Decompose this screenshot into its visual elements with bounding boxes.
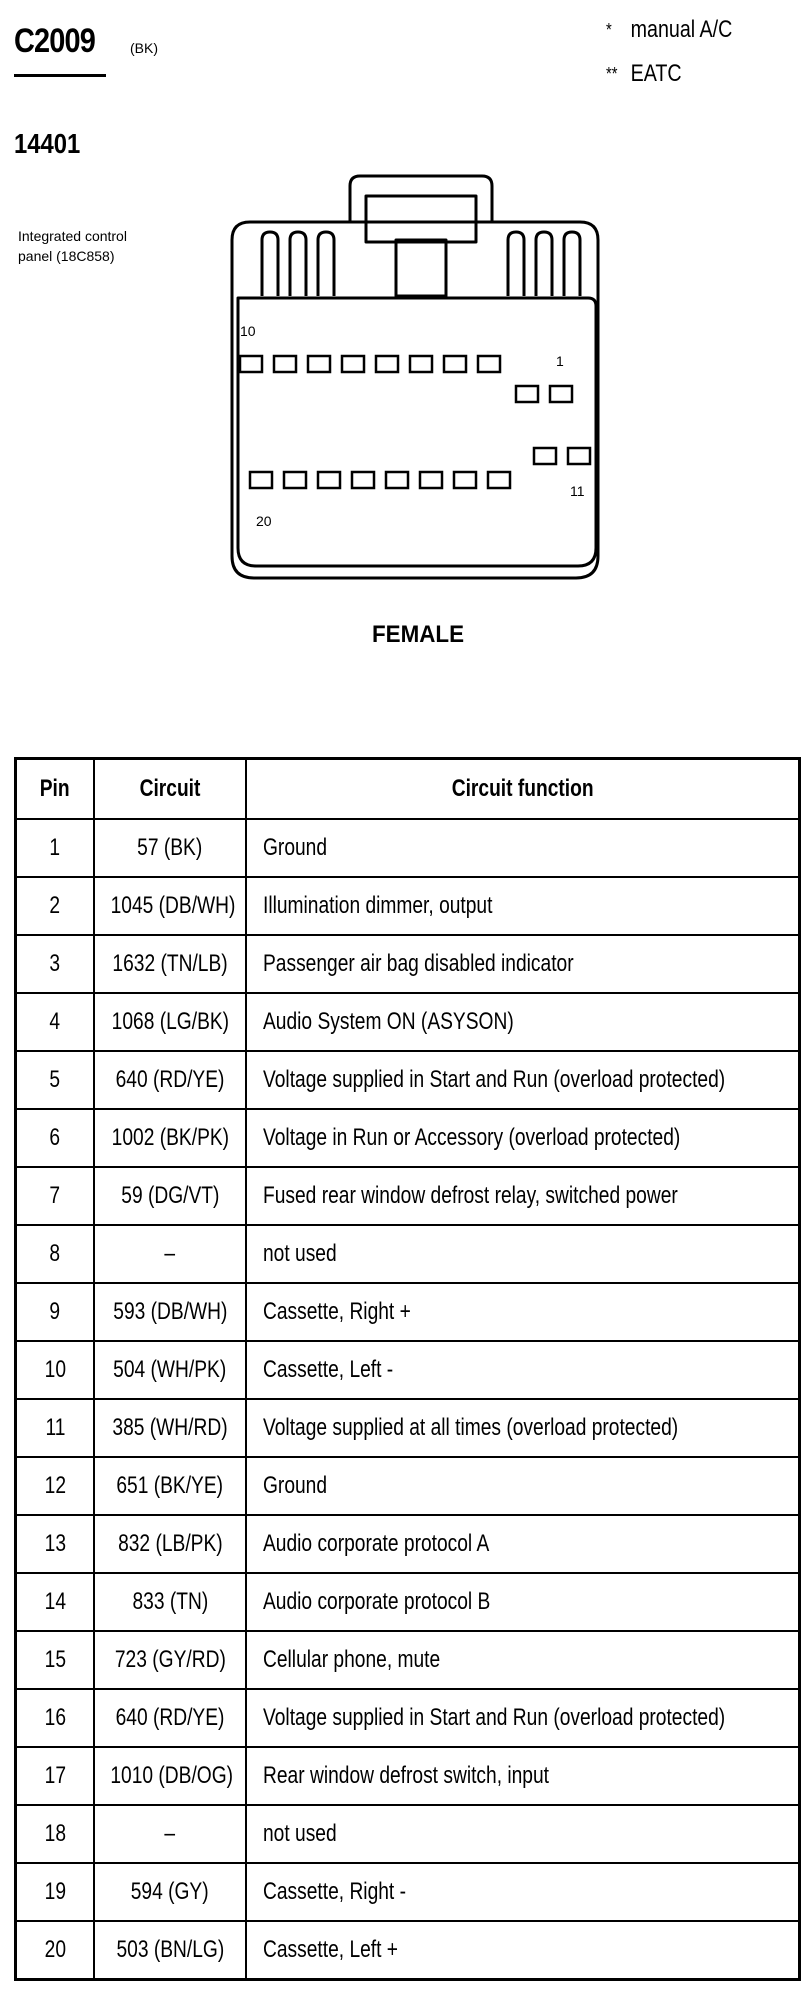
cell-circuit: 504 (WH/PK) [94, 1341, 246, 1399]
cell-function: Cassette, Left + [246, 1921, 800, 1980]
pin-label-10: 10 [240, 323, 256, 339]
connector-left-rib [290, 232, 306, 296]
cell-function: not used [246, 1805, 800, 1863]
cell-function: Voltage supplied at all times (overload protected) [246, 1399, 800, 1457]
pin-cavity-2 [516, 386, 538, 402]
cell-function: Cassette, Right - [246, 1863, 800, 1921]
table-row [16, 1399, 800, 1457]
cell-function: Cassette, Right + [246, 1283, 800, 1341]
table-row [16, 935, 800, 993]
cell-pin: 16 [16, 1689, 95, 1747]
connector-left-rib [262, 232, 278, 296]
connector-right-rib [508, 232, 524, 296]
cell-function: Audio corporate protocol A [246, 1515, 800, 1573]
cell-pin: 1 [16, 819, 95, 877]
cell-pin: 14 [16, 1573, 95, 1631]
cell-circuit: 503 (BN/LG) [94, 1921, 246, 1980]
pin-cavity-9 [274, 356, 296, 372]
cell-pin: 7 [16, 1167, 95, 1225]
cell-function: Cassette, Left - [246, 1341, 800, 1399]
header-circuit-function: Circuit function [246, 759, 800, 820]
pin-cavity-10 [240, 356, 262, 372]
cell-circuit: 723 (GY/RD) [94, 1631, 246, 1689]
table-row [16, 1457, 800, 1515]
cell-pin: 17 [16, 1747, 95, 1805]
cell-function: Voltage supplied in Start and Run (overload protected) [246, 1689, 800, 1747]
pin-cavity-7 [342, 356, 364, 372]
pin-table [14, 757, 801, 1981]
table-row [16, 1863, 800, 1921]
cell-circuit: 1068 (LG/BK) [94, 993, 246, 1051]
cell-function: Rear window defrost switch, input [246, 1747, 800, 1805]
table-header-row [16, 759, 800, 820]
cell-circuit: 651 (BK/YE) [94, 1457, 246, 1515]
legend-text: manual A/C [630, 16, 733, 43]
pin-cavity-6 [376, 356, 398, 372]
cell-circuit: 1010 (DB/OG) [94, 1747, 246, 1805]
cell-function: Cellular phone, mute [246, 1631, 800, 1689]
component-description: Integrated control panel (18C858) [18, 228, 127, 264]
cell-pin: 15 [16, 1631, 95, 1689]
connector-diagram [0, 0, 811, 700]
table-row [16, 877, 800, 935]
cell-circuit: – [94, 1805, 246, 1863]
table-row [16, 1921, 800, 1980]
cell-circuit: 385 (WH/RD) [94, 1399, 246, 1457]
table-row [16, 1225, 800, 1283]
cell-function: Ground [246, 1457, 800, 1515]
table-row [16, 1747, 800, 1805]
cell-circuit: 1002 (BK/PK) [94, 1109, 246, 1167]
pin-cavity-12 [568, 448, 590, 464]
cell-pin: 12 [16, 1457, 95, 1515]
cell-pin: 13 [16, 1515, 95, 1573]
table-row [16, 1573, 800, 1631]
pin-cavity-1 [550, 386, 572, 402]
pin-label-1: 1 [556, 353, 564, 369]
header-circuit: Circuit [94, 759, 246, 820]
header-pin: Pin [16, 759, 95, 820]
part-number: 14401 [14, 128, 81, 159]
cell-pin: 18 [16, 1805, 95, 1863]
table-row [16, 1051, 800, 1109]
pin-cavity-18 [318, 472, 340, 488]
connector-right-rib [564, 232, 580, 296]
table-row [16, 1689, 800, 1747]
cell-circuit: 57 (BK) [94, 819, 246, 877]
table-row [16, 1805, 800, 1863]
cell-pin: 4 [16, 993, 95, 1051]
table-row [16, 1167, 800, 1225]
connector-latch-outline [350, 176, 492, 222]
cell-pin: 20 [16, 1921, 95, 1980]
pin-cavity-20 [250, 472, 272, 488]
cell-function: Voltage supplied in Start and Run (overload protected) [246, 1051, 800, 1109]
cell-pin: 11 [16, 1399, 95, 1457]
pin-cavity-14 [454, 472, 476, 488]
pin-cavity-16 [386, 472, 408, 488]
table-row [16, 1109, 800, 1167]
cell-function: not used [246, 1225, 800, 1283]
table-row [16, 1283, 800, 1341]
pin-label-11: 11 [570, 483, 585, 499]
cell-pin: 9 [16, 1283, 95, 1341]
legend-symbol: * [606, 20, 612, 40]
connector-latch-key [396, 240, 446, 296]
cell-pin: 10 [16, 1341, 95, 1399]
cell-circuit: 833 (TN) [94, 1573, 246, 1631]
connector-gender-label: FEMALE [372, 621, 464, 648]
cell-pin: 8 [16, 1225, 95, 1283]
cell-pin: 19 [16, 1863, 95, 1921]
cell-function: Voltage in Run or Accessory (overload protected) [246, 1109, 800, 1167]
connector-face-outline [238, 298, 596, 566]
pin-cavity-5 [410, 356, 432, 372]
table-row [16, 1631, 800, 1689]
cell-circuit: 594 (GY) [94, 1863, 246, 1921]
pin-cavity-3 [478, 356, 500, 372]
pin-cavity-11 [534, 448, 556, 464]
legend-symbol: ** [606, 64, 618, 84]
cell-circuit: 640 (RD/YE) [94, 1689, 246, 1747]
cell-circuit: 1632 (TN/LB) [94, 935, 246, 993]
cell-function: Audio System ON (ASYSON) [246, 993, 800, 1051]
cell-circuit: 1045 (DB/WH) [94, 877, 246, 935]
pin-cavity-15 [420, 472, 442, 488]
cell-pin: 6 [16, 1109, 95, 1167]
cell-circuit: 59 (DG/VT) [94, 1167, 246, 1225]
connector-right-rib [536, 232, 552, 296]
connector-color: (BK) [130, 40, 158, 56]
cell-function: Ground [246, 819, 800, 877]
cell-function: Passenger air bag disabled indicator [246, 935, 800, 993]
connector-body-outline [232, 222, 598, 578]
table-row [16, 1515, 800, 1573]
connector-latch-tab [366, 196, 476, 242]
pin-cavity-17 [352, 472, 374, 488]
cell-function: Illumination dimmer, output [246, 877, 800, 935]
legend-text: EATC [630, 60, 682, 87]
cell-pin: 5 [16, 1051, 95, 1109]
cell-function: Fused rear window defrost relay, switched power [246, 1167, 800, 1225]
pin-cavity-8 [308, 356, 330, 372]
connector-left-rib [318, 232, 334, 296]
cell-circuit: – [94, 1225, 246, 1283]
pin-label-20: 20 [256, 513, 272, 529]
table-row [16, 819, 800, 877]
cell-circuit: 593 (DB/WH) [94, 1283, 246, 1341]
pin-cavity-13 [488, 472, 510, 488]
connector-id: C2009 [14, 22, 95, 60]
pin-cavity-4 [444, 356, 466, 372]
table-row [16, 993, 800, 1051]
cell-circuit: 640 (RD/YE) [94, 1051, 246, 1109]
cell-circuit: 832 (LB/PK) [94, 1515, 246, 1573]
table-row [16, 1341, 800, 1399]
cell-pin: 2 [16, 877, 95, 935]
cell-pin: 3 [16, 935, 95, 993]
pin-cavity-19 [284, 472, 306, 488]
cell-function: Audio corporate protocol B [246, 1573, 800, 1631]
